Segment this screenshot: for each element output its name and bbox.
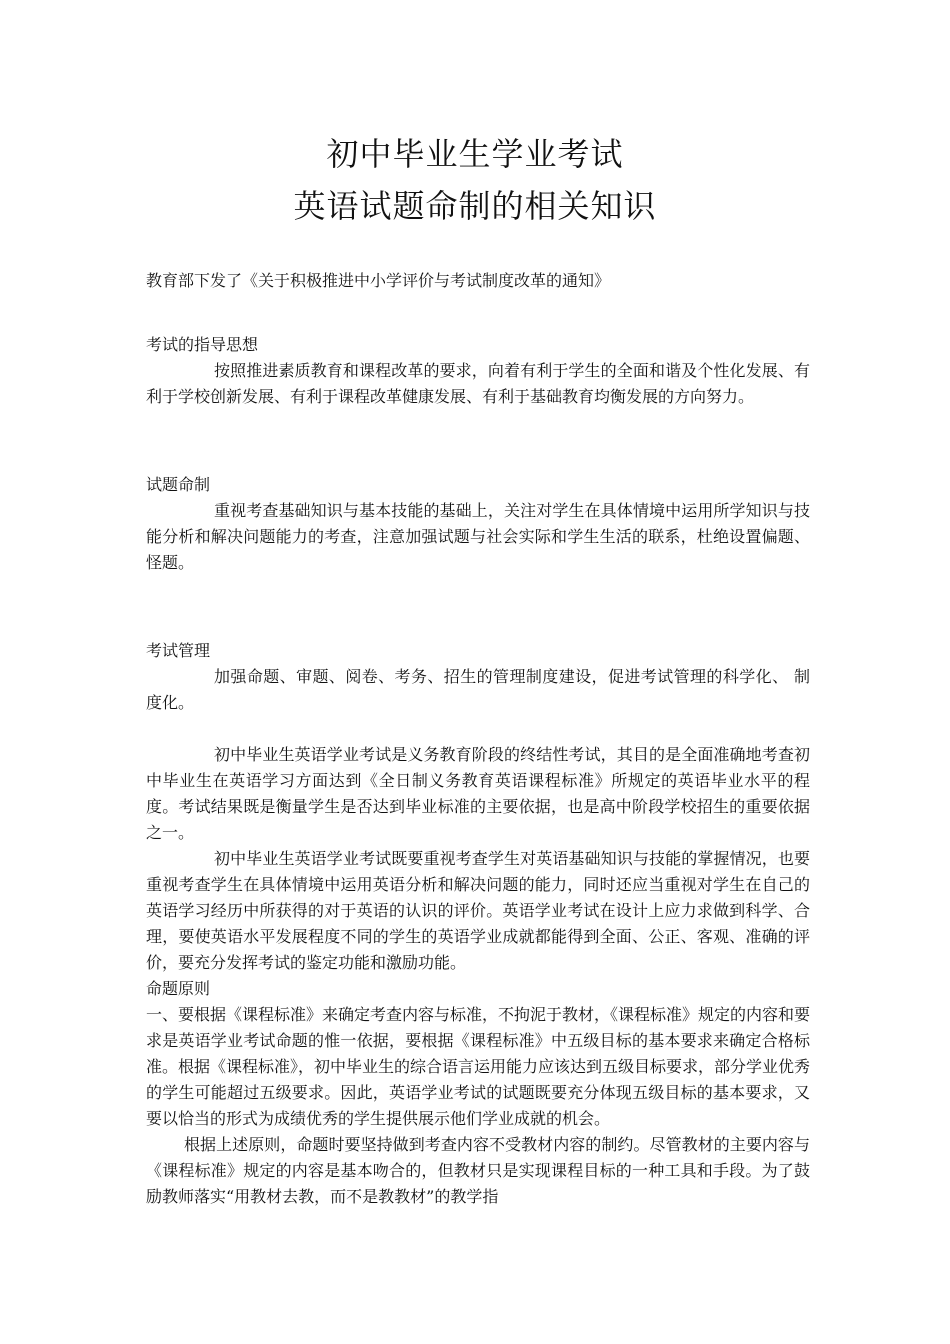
principles-item-2: 根据上述原则，命题时要坚持做到考查内容不受教材内容的制约。尽管教材的主要内容与《课程标准》规定的内容是基本吻合的，但教材只是实现课程目标的一种工具和手段。为了鼓励教师落实“用教材去教，而不是教教材”的教学指	[146, 1135, 810, 1206]
guiding-heading: 考试的指导思想	[146, 335, 259, 354]
paragraph-1: 初中毕业生英语学业考试是义务教育阶段的终结性考试，其目的是全面准确地考查初中毕业生在英语学习方面达到《全日制义务教育英语课程标准》所规定的英语毕业水平的程度。考试结果既是衡量学生是否达到毕业标准的主要依据，也是高中阶段学校招生的重要依据之一。	[146, 745, 810, 842]
intro-paragraph: 教育部下发了《关于积极推进中小学评价与考试制度改革的通知》	[146, 271, 611, 290]
principles-item-1: 一、要根据《课程标准》来确定考查内容与标准，不拘泥于教材，《课程标准》规定的内容和要求是英语学业考试命题的惟一依据，要根据《课程标准》中五级目标的基本要求来确定合格标准。根据《课程标准》，初中毕业生的综合语言运用能力应该达到五级目标要求，部分学业优秀的学生可能超过五级要求。因此，英语学业考试的试题既要充分体现五级目标的基本要求，又要以恰当的形式为成绩优秀的学生提供展示他们学业成就的机会。	[146, 1005, 811, 1128]
items-heading: 试题命制	[146, 475, 211, 494]
management-heading: 考试管理	[146, 641, 211, 660]
principles-heading: 命题原则	[146, 979, 211, 998]
management-body: 加强命题、审题、阅卷、考务、招生的管理制度建设，促进考试管理的科学化、 制度化。	[146, 667, 810, 712]
document-title	[0, 128, 950, 232]
document-body	[146, 268, 810, 1210]
guiding-body: 按照推进素质教育和课程改革的要求，向着有利于学生的全面和谐及个性化发展、有利于学校创新发展、有利于课程改革健康发展、有利于基础教育均衡发展的方向努力。	[146, 361, 810, 406]
items-body: 重视考查基础知识与基本技能的基础上，关注对学生在具体情境中运用所学知识与技能分析和解决问题能力的考查，注意加强试题与社会实际和学生生活的联系，杜绝设置偏题、怪题。	[146, 501, 810, 572]
title-line-1: 初中毕业生学业考试	[326, 135, 624, 173]
title-line-2: 英语试题命制的相关知识	[293, 187, 657, 225]
paragraph-2: 初中毕业生英语学业考试既要重视考查学生对英语基础知识与技能的掌握情况，也要重视考查学生在具体情境中运用英语分析和解决问题的能力，同时还应当重视对学生在自己的英语学习经历中所获得的对于英语的认识的评价。英语学业考试在设计上应力求做到科学、合理，要使英语水平发展程度不同的学生的英语学业成就都能得到全面、公正、客观、准确的评价，要充分发挥考试的鉴定功能和激励功能。	[146, 849, 810, 972]
